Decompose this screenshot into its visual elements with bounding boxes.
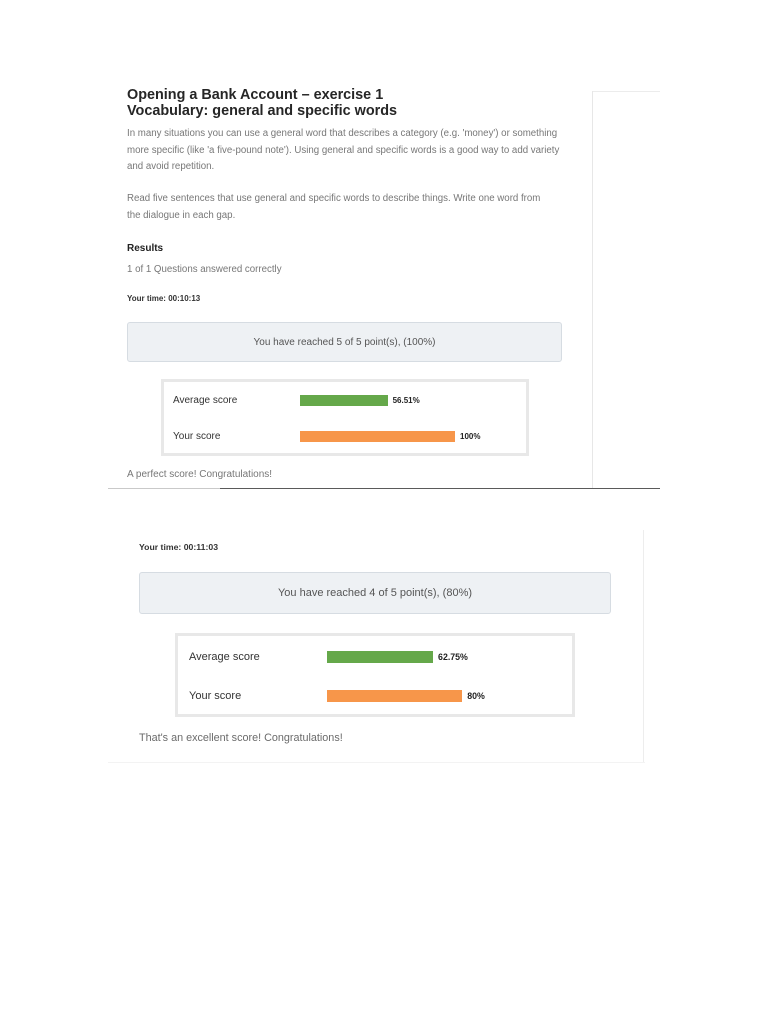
exercise-title: Opening a Bank Account – exercise 1 xyxy=(127,88,384,103)
bottom-divider xyxy=(108,762,645,763)
sidebar-divider xyxy=(643,530,644,763)
average-score-value: 62.75% xyxy=(438,652,468,662)
your-score-label: Your score xyxy=(189,690,242,702)
instruction-line: the dialogue in each gap. xyxy=(127,209,236,221)
feedback-message: That's an excellent score! Congratulations! xyxy=(139,732,343,744)
bottom-divider-light xyxy=(108,488,220,489)
intro-line: more specific (like 'a five-pound note'). Using general and specific words is a good way to add variety xyxy=(127,144,560,156)
sidebar-top-border xyxy=(592,91,660,92)
your-score-track xyxy=(300,431,481,442)
first-result-screenshot xyxy=(108,88,660,489)
your-score-value: 100% xyxy=(460,432,481,441)
second-result-screenshot xyxy=(108,530,645,763)
bottom-divider-dark xyxy=(220,488,660,489)
average-score-track xyxy=(300,395,455,406)
points-message: You have reached 5 of 5 point(s), (100%) xyxy=(253,336,436,348)
average-score-row xyxy=(173,395,455,406)
intro-paragraph xyxy=(127,126,559,176)
average-score-track xyxy=(327,651,496,663)
your-score-bar xyxy=(327,690,462,702)
points-message-box xyxy=(127,322,562,362)
points-message: You have reached 4 of 5 point(s), (80%) xyxy=(277,587,473,599)
average-score-label: Average score xyxy=(173,395,238,406)
your-score-label: Your score xyxy=(173,431,221,442)
sidebar-divider xyxy=(592,91,593,488)
instruction-line: Read five sentences that use general and specific words to describe things. Write one word from xyxy=(127,193,541,204)
your-score-row xyxy=(173,431,481,442)
your-score-track xyxy=(327,690,496,702)
average-score-bar xyxy=(300,395,388,406)
average-score-label: Average score xyxy=(189,651,260,663)
average-score-row xyxy=(189,651,496,663)
points-message-box xyxy=(139,572,611,614)
score-comparison-box xyxy=(161,379,529,456)
feedback-message: A perfect score! Congratulations! xyxy=(127,469,273,480)
your-score-value: 80% xyxy=(467,691,485,701)
average-score-bar xyxy=(327,651,433,663)
results-heading: Results xyxy=(127,243,164,254)
answered-summary: 1 of 1 Questions answered correctly xyxy=(127,264,282,275)
your-score-bar xyxy=(300,431,455,442)
your-score-row xyxy=(189,690,496,702)
score-comparison-box xyxy=(175,633,575,717)
exercise-subtitle: Vocabulary: general and specific words xyxy=(127,103,398,119)
intro-line: and avoid repetition. xyxy=(127,161,215,172)
intro-line: In many situations you can use a general word that describes a category (e.g. 'money') or something xyxy=(127,128,558,139)
average-score-value: 56.51% xyxy=(392,396,420,405)
elapsed-time: Your time: 00:11:03 xyxy=(139,542,219,552)
elapsed-time: Your time: 00:10:13 xyxy=(127,294,201,303)
instruction-paragraph xyxy=(127,191,540,224)
